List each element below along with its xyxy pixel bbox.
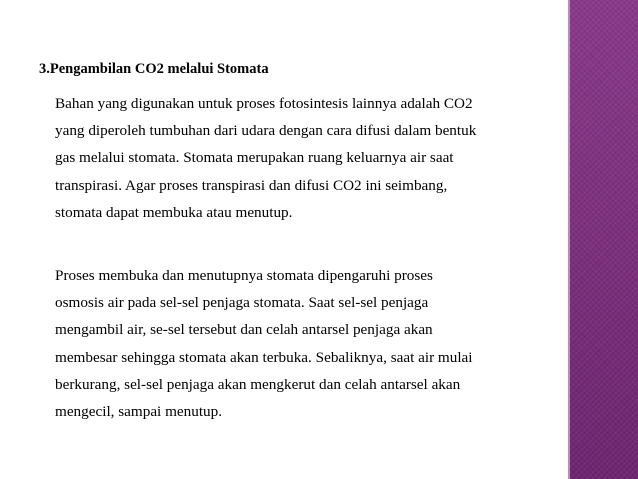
decorative-sidebar <box>568 0 638 479</box>
paragraph-line: osmosis air pada sel-sel penjaga stomata. Saat sel-sel penjaga <box>55 294 429 312</box>
sidebar-edge-divider <box>568 0 570 479</box>
paragraph-line: membesar sehingga stomata akan terbuka. Sebaliknya, saat air mulai <box>55 348 473 366</box>
paragraph-line: mengecil, sampai menutup. <box>55 403 223 421</box>
paragraph-line: yang diperoleh tumbuhan dari udara dengan cara difusi dalam bentuk <box>55 122 477 140</box>
paragraph-line: transpirasi. Agar proses transpirasi dan difusi CO2 ini seimbang, <box>55 176 448 194</box>
slide-heading: 3.Pengambilan CO2 melalui Stomata <box>39 61 269 77</box>
paragraph-line: gas melalui stomata. Stomata merupakan ruang keluarnya air saat <box>55 149 454 167</box>
paragraph-line: Proses membuka dan menutupnya stomata dipengaruhi proses <box>55 267 433 284</box>
paragraph-line: mengambil air, se-sel tersebut dan celah antarsel penjaga akan <box>55 321 433 339</box>
paragraph-line: berkurang, sel-sel penjaga akan mengkerut dan celah antarsel akan <box>55 375 461 393</box>
paragraph-co2-intake <box>55 90 555 226</box>
paragraph-line: Bahan yang digunakan untuk proses fotosintesis lainnya adalah CO2 <box>55 95 473 112</box>
paragraph-stomata-process <box>55 262 555 425</box>
paragraph-line: stomata dapat membuka atau menutup. <box>55 203 293 221</box>
